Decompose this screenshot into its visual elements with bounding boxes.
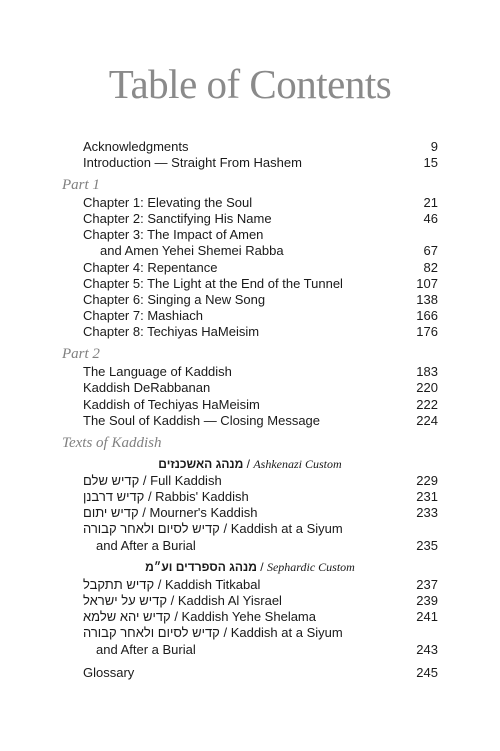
toc-entry-page: 241 — [416, 609, 438, 624]
toc-entry-label: and Amen Yehei Shemei Rabba — [100, 243, 284, 258]
toc-entry-page: 183 — [416, 364, 438, 379]
toc-entry-page: 138 — [416, 292, 438, 307]
toc-entry-page: 176 — [416, 324, 438, 339]
english-title: Full Kaddish — [150, 473, 222, 488]
hebrew-title: קדיש לסיום ולאחר קבורה — [83, 521, 220, 536]
toc-entry-page: 239 — [416, 593, 438, 608]
english-title: and After a Burial — [96, 538, 196, 553]
toc-entry-label: Chapter 6: Singing a New Song — [83, 292, 266, 307]
separator: / — [246, 457, 250, 471]
section-heading-part-1: Part 1 — [62, 177, 100, 193]
toc-entry-label: Glossary — [83, 665, 135, 680]
section-heading-part-2: Part 2 — [62, 346, 100, 362]
toc-entry-label: קדיש יהא שלמא / Kaddish Yehe Shelama — [83, 609, 316, 624]
subheading-sephardic — [0, 560, 500, 575]
toc-entry-page: 243 — [416, 642, 438, 657]
subheading-hebrew: מנהג הספרדים וע״מ — [145, 560, 257, 574]
hebrew-title: קדיש שלם — [83, 473, 140, 488]
hebrew-title: קדיש יתום — [83, 505, 139, 520]
toc-entry-label: קדיש על ישראל / Kaddish Al Yisrael — [83, 593, 282, 608]
toc-entry-page: 82 — [423, 260, 438, 275]
subheading-english: Sephardic Custom — [266, 560, 355, 574]
toc-entry-label: קדיש דרבנן / Rabbis' Kaddish — [83, 489, 249, 504]
toc-entry-label: Kaddish DeRabbanan — [83, 380, 211, 395]
toc-entry-page: 245 — [416, 665, 438, 680]
toc-entry-label: Chapter 8: Techiyas HaMeisim — [83, 324, 260, 339]
toc-entry-label: קדיש שלם / Full Kaddish — [83, 473, 222, 488]
toc-entry-label: קדיש לסיום ולאחר קבורה / Kaddish at a Siyum — [83, 521, 343, 536]
english-title: Kaddish at a Siyum — [230, 625, 343, 640]
subheading-english: Ashkenazi Custom — [253, 457, 342, 471]
english-title: Kaddish Titkabal — [164, 577, 261, 592]
toc-entry-label: Chapter 2: Sanctifying His Name — [83, 211, 272, 226]
toc-entry-label: Acknowledgments — [83, 139, 189, 154]
toc-entry-label: Chapter 4: Repentance — [83, 260, 218, 275]
hebrew-title: קדיש יהא שלמא — [83, 609, 171, 624]
hebrew-title: קדיש דרבנן — [83, 489, 145, 504]
toc-entry-label: קדיש לסיום ולאחר קבורה / Kaddish at a Siyum — [83, 625, 343, 640]
toc-entry-label: Chapter 5: The Light at the End of the Tunnel — [83, 276, 343, 291]
toc-entry-page: 46 — [423, 211, 438, 226]
english-title: Kaddish Yehe Shelama — [181, 609, 316, 624]
english-title: Kaddish at a Siyum — [230, 521, 343, 536]
hebrew-title: קדיש על ישראל — [83, 593, 168, 608]
toc-entry-label: Chapter 7: Mashiach — [83, 308, 203, 323]
english-title: Kaddish Al Yisrael — [177, 593, 282, 608]
toc-entry-page: 9 — [430, 139, 438, 154]
toc-entry-page: 237 — [416, 577, 438, 592]
toc-entry-page: 15 — [423, 155, 438, 170]
separator: / — [260, 560, 264, 574]
hebrew-title: קדיש לסיום ולאחר קבורה — [83, 625, 220, 640]
toc-entry-page: 222 — [416, 397, 438, 412]
toc-entry-page: 224 — [416, 413, 438, 428]
toc-entry-page: 229 — [416, 473, 438, 488]
toc-entry-page: 21 — [423, 195, 438, 210]
toc-entry-label: Kaddish of Techiyas HaMeisim — [83, 397, 260, 412]
subheading-ashkenazi — [0, 457, 500, 472]
toc-entry-page: 166 — [416, 308, 438, 323]
english-title: and After a Burial — [96, 642, 196, 657]
hebrew-title: קדיש תתקבל — [83, 577, 155, 592]
english-title: Rabbis' Kaddish — [155, 489, 249, 504]
toc-entry-page: 220 — [416, 380, 438, 395]
toc-entry-page: 67 — [423, 243, 438, 258]
toc-entry-label: קדיש יתום / Mourner's Kaddish — [83, 505, 258, 520]
subheading-hebrew: מנהג האשכנזים — [158, 457, 244, 471]
toc-entry-page: 231 — [416, 489, 438, 504]
toc-entry-label: Chapter 1: Elevating the Soul — [83, 195, 253, 210]
section-heading-texts: Texts of Kaddish — [62, 435, 162, 451]
english-title: Mourner's Kaddish — [149, 505, 258, 520]
toc-entry-label: קדיש תתקבל / Kaddish Titkabal — [83, 577, 261, 592]
toc-entry-label: Introduction — Straight From Hashem — [83, 155, 302, 170]
toc-entry-page: 233 — [416, 505, 438, 520]
toc-entry-page: 235 — [416, 538, 438, 553]
toc-entry-page: 107 — [416, 276, 438, 291]
toc-entry-label: Chapter 3: The Impact of Amen — [83, 227, 264, 242]
toc-entry-label: The Language of Kaddish — [83, 364, 232, 379]
toc-entry-label: The Soul of Kaddish — Closing Message — [83, 413, 321, 428]
page-title: Table of Contents — [108, 61, 392, 107]
